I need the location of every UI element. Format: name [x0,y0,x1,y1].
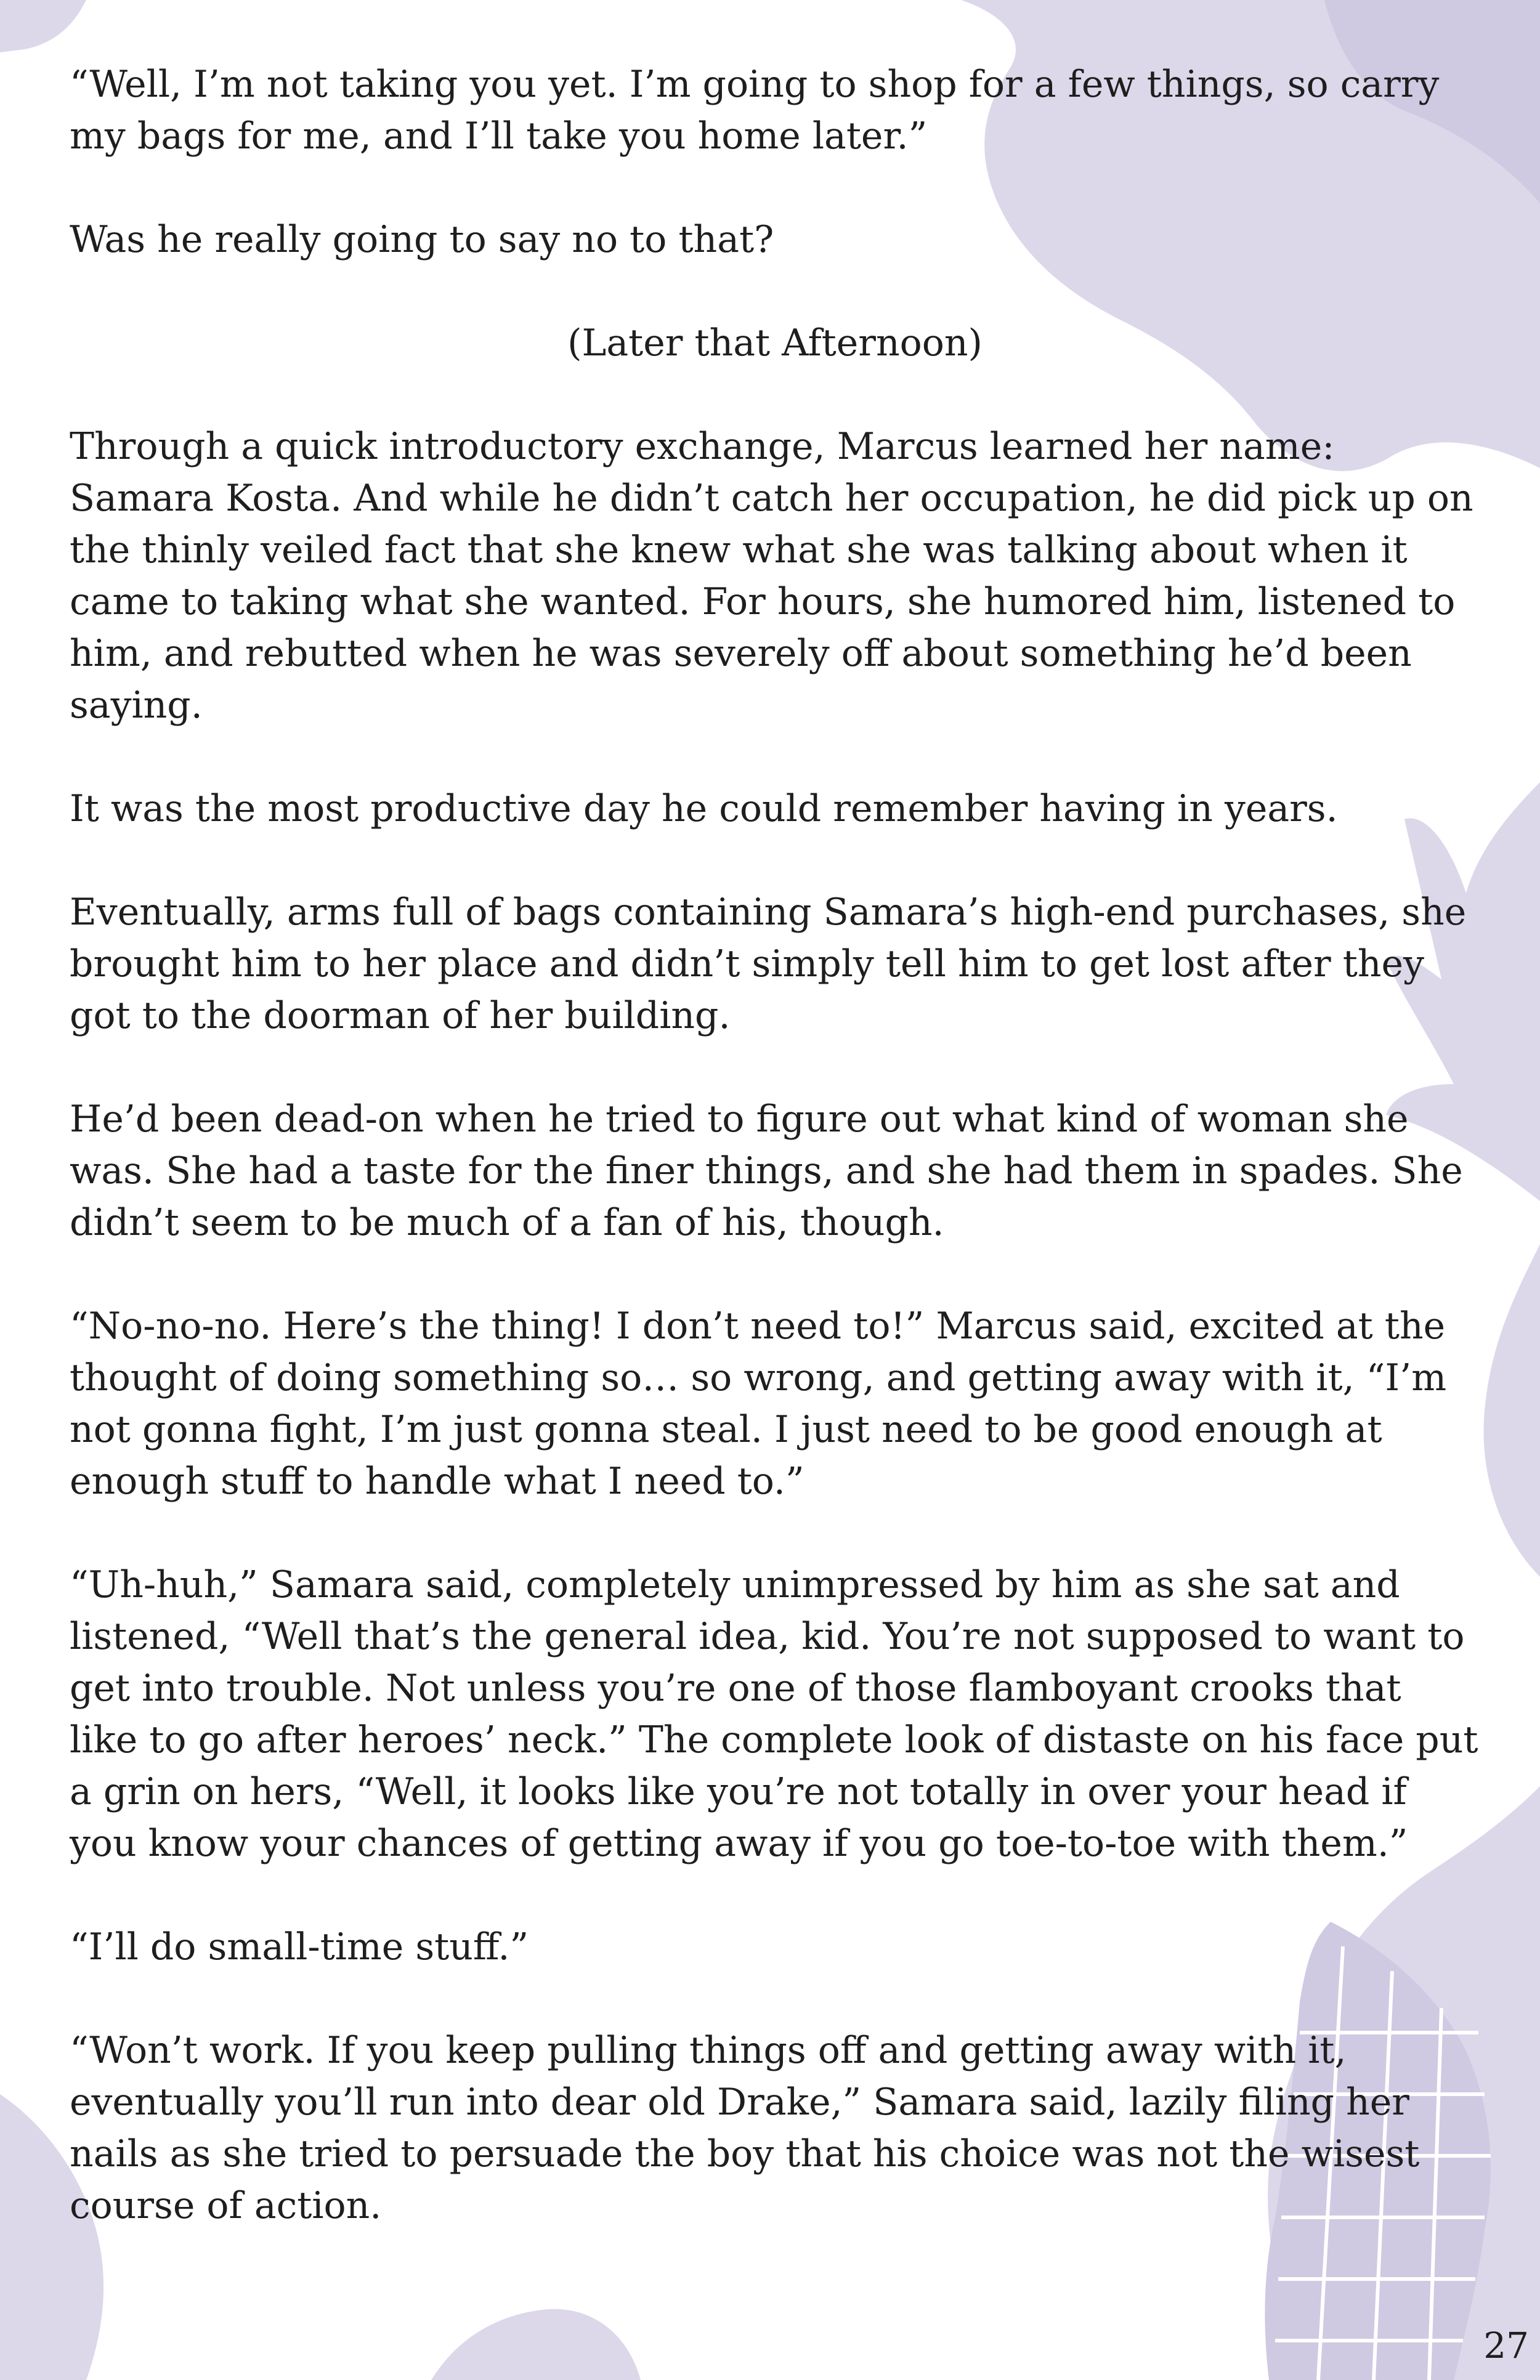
scene-break-heading: (Later that Afternoon) [567,322,983,365]
paragraph-11: “Won’t work. If you keep pulling things off and getting away with it, eventually you’ll run into dear old Drake,” Samara said, lazily filing her nails as she tried to persuade the boy that his choice was not the wisest course of action. [70,2029,1420,2227]
paragraph-6: Eventually, arms full of bags containing Samara’s high-end purchases, she brought him to her place and didn’t simply tell him to get lost after they got to the doorman of her building. [70,891,1467,1037]
body-text [70,59,1480,2283]
paragraph-10: “I’ll do small-time stuff.” [70,1925,529,1969]
page-number: 27 [1483,2325,1529,2366]
paragraph-1: “Well, I’m not taking you yet. I’m going to shop for a few things, so carry my bags for me, and I’ll take you home later.” [70,63,1440,158]
decor-right-flame [1483,1244,1540,1577]
paragraph-4: Through a quick introductory exchange, Marcus learned her name: Samara Kosta. And while he didn’t catch her occupation, he did pick up on the thinly veiled fact that she knew what she was talking about when it came to taking what she wanted. For hours, she humored him, listened to him, and rebutted when he was severely off about something he’d been saying. [70,425,1473,727]
paragraph-8: “No-no-no. Here’s the thing! I don’t need to!” Marcus said, excited at the thought of doing something so… so wrong, and getting away with it, “I’m not gonna fight, I’m just gonna steal. I just need to be good enough at enough stuff to handle what I need to.” [70,1305,1447,1503]
decor-top-left-shape [0,0,86,52]
paragraph-9: “Uh-huh,” Samara said, completely unimpressed by him as she sat and listened, “Well that’s the general idea, kid. You’re not supposed to want to get into trouble. Not unless you’re one of those flamboyant crooks that like to go after heroes’ neck.” The complete look of distaste on his face put a grin on hers, “Well, it looks like you’re not totally in over your head if you know your chances of getting away if you go toe-to-toe with them.” [70,1563,1478,1865]
decor-bottom-center-shape [431,2309,641,2380]
paragraph-2: Was he really going to say no to that? [70,218,774,261]
paragraph-7: He’d been dead-on when he tried to figure out what kind of woman she was. She had a taste for the finer things, and she had them in spades. She didn’t seem to be much of a fan of his, though. [70,1098,1463,1244]
paragraph-5: It was the most productive day he could remember having in years. [70,787,1338,830]
